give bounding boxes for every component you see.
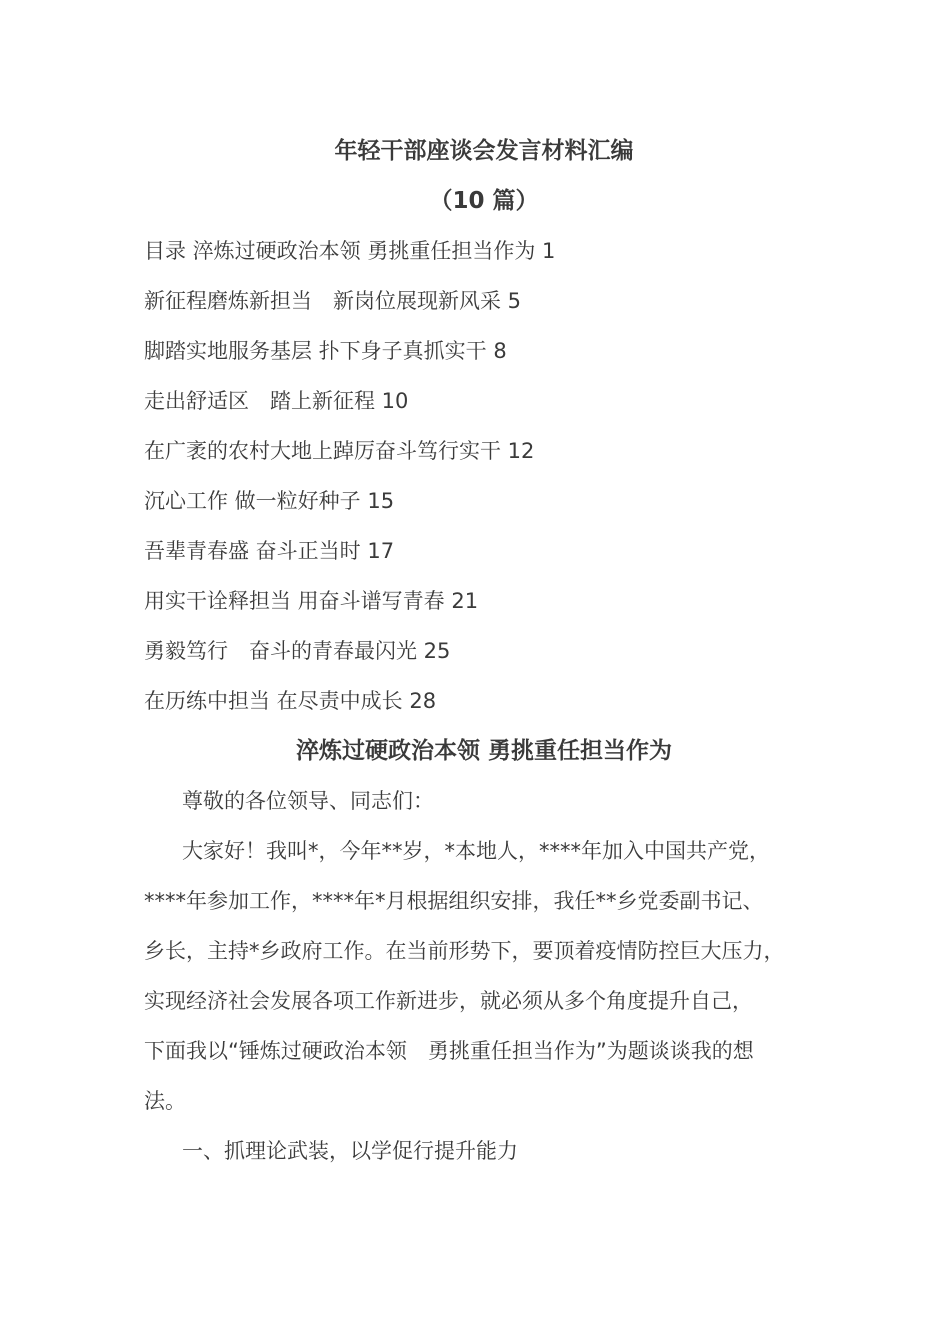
- toc-item: 吾辈青春盛 奋斗正当时 17: [144, 539, 395, 563]
- toc-item: 新征程磨炼新担当 新岗位展现新风采 5: [144, 289, 522, 313]
- table-of-contents: [144, 226, 824, 726]
- toc-item: 走出舒适区 踏上新征程 10: [144, 389, 409, 413]
- toc-item: 沉心工作 做一粒好种子 15: [144, 489, 395, 513]
- heading-one-paragraph: [144, 1126, 824, 1176]
- body-paragraph: [144, 826, 824, 1126]
- salutation-paragraph: [144, 776, 824, 826]
- toc-item: 在历练中担当 在尽责中成长 28: [144, 689, 437, 713]
- toc-item: 脚踏实地服务基层 扑下身子真抓实干 8: [144, 339, 507, 363]
- section-title: 淬炼过硬政治本领 勇挑重任担当作为: [295, 738, 672, 764]
- toc-item: 目录 淬炼过硬政治本领 勇挑重任担当作为 1: [144, 239, 556, 263]
- toc-item: 在广袤的农村大地上踔厉奋斗笃行实干 12: [144, 439, 535, 463]
- body-line: [144, 826, 824, 876]
- body-line: 实现经济社会发展各项工作新进步，就必须从多个角度提升自己，: [144, 989, 753, 1013]
- toc-item: 勇毅笃行 奋斗的青春最闪光 25: [144, 639, 451, 663]
- toc-item: 用实干诠释担当 用奋斗谱写青春 21: [144, 589, 479, 613]
- body-line-text: 大家好！我叫*，今年**岁，*本地人，****年加入中国共产党，: [182, 839, 770, 863]
- document-subtitle: （10 篇）: [429, 188, 539, 214]
- salutation-text: 尊敬的各位领导、同志们：: [182, 789, 434, 813]
- body-line: 乡长，主持*乡政府工作。在当前形势下，要顶着疫情防控巨大压力，: [144, 939, 785, 963]
- document-content: [144, 126, 824, 1176]
- heading-one-text: 一、抓理论武装，以学促行提升能力: [182, 1139, 518, 1163]
- document-title: 年轻干部座谈会发言材料汇编: [334, 138, 634, 164]
- body-line: ****年参加工作，****年*月根据组织安排，我任**乡党委副书记、: [144, 889, 764, 913]
- body-line: 下面我以“锤炼过硬政治本领 勇挑重任担当作为”为题谈谈我的想: [144, 1039, 754, 1063]
- body-line: 法。: [144, 1089, 186, 1113]
